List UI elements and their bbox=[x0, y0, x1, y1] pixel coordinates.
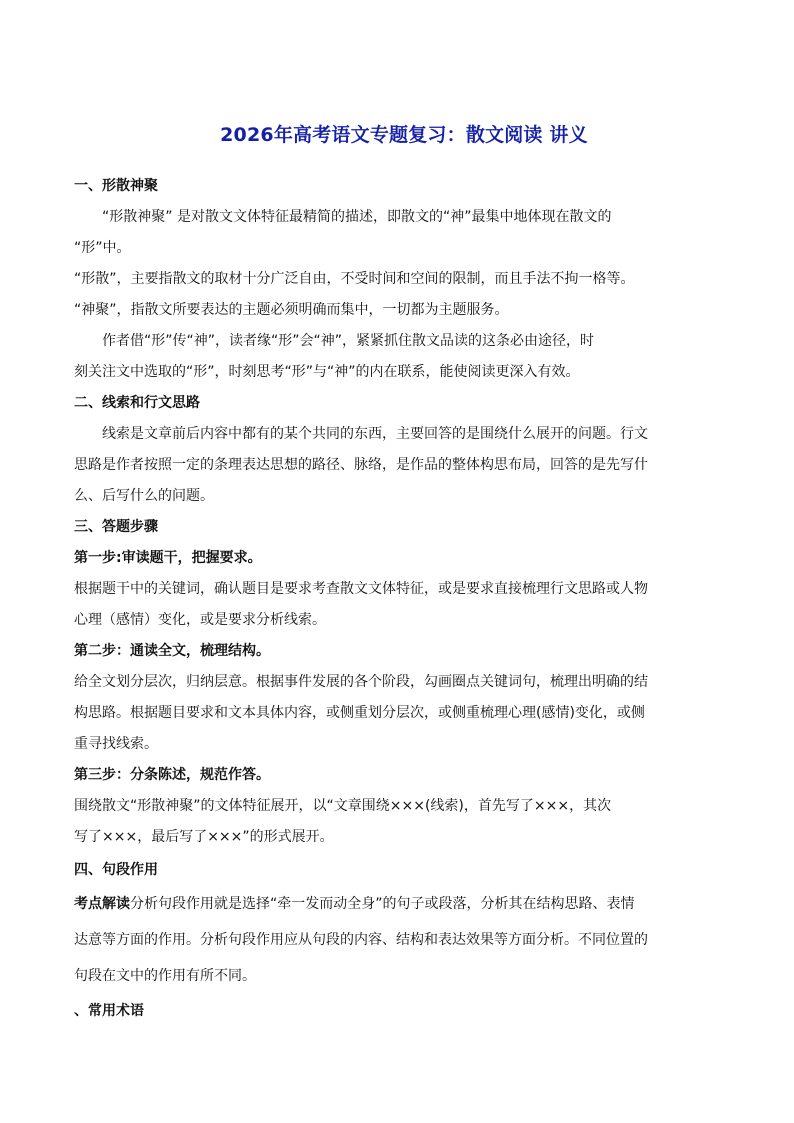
section-4-paragraph bbox=[74, 886, 734, 994]
section-1-paragraph-4 bbox=[74, 326, 734, 388]
section-heading-4: 四、句段作用 bbox=[74, 862, 158, 878]
section-1-paragraph-2: “形散”，主要指散文的取材十分广泛自由，不受时间和空间的限制，而且手法不拘一格等。 bbox=[74, 271, 635, 287]
section-heading-1: 一、形散神聚 bbox=[74, 178, 158, 194]
document-content bbox=[74, 118, 734, 1027]
step-3-line-2: 写了×××，最后写了×××”的形式展开。 bbox=[74, 829, 334, 845]
step-2-paragraph bbox=[74, 667, 734, 760]
section-2-paragraph-1-line-2: 思路是作者按照一定的条理表达思想的路径、脉络，是作品的整体构思布局，回答的是先写什 bbox=[74, 457, 648, 473]
section-heading-2: 二、线索和行文思路 bbox=[74, 395, 200, 411]
section-1-paragraph-3: “神聚”，指散文所要表达的主题必须明确而集中，一切都为主题服务。 bbox=[74, 302, 509, 318]
step-1-line-1: 根据题干中的关键词，确认题目是要求考查散文文体特征，或是要求直接梳理行文思路或人物 bbox=[74, 581, 648, 597]
section-heading-3: 三、答题步骤 bbox=[74, 519, 158, 535]
step-1-paragraph bbox=[74, 574, 734, 636]
section-4-line-1 bbox=[74, 886, 734, 922]
step-3-paragraph bbox=[74, 791, 734, 853]
section-2-paragraph-1 bbox=[74, 419, 734, 512]
step-1-line-2: 心理（感情）变化，或是要求分析线索。 bbox=[74, 612, 326, 628]
section-4-line-1-text: 分析句段作用就是选择“牵一发而动全身”的句子或段落，分析其在结构思路、表情 bbox=[130, 896, 635, 912]
section-2-paragraph-1-line-1: 线索是文章前后内容中都有的某个共同的东西，主要回答的是围绕什么展开的问题。行文 bbox=[102, 426, 648, 442]
point-label: 考点解读 bbox=[74, 896, 130, 912]
step-2-line-2: 构思路。根据题目要求和文本具体内容，或侧重划分层次，或侧重梳理心理(感情)变化，或侧 bbox=[74, 705, 645, 721]
step-2-line-3: 重寻找线索。 bbox=[74, 736, 158, 752]
page-title: 2026年高考语文专题复习：散文阅读 讲义 bbox=[220, 124, 588, 146]
step-3-line-1: 围绕散文“形散神聚”的文体特征展开，以“文章围绕×××(线索)，首先写了×××，其次 bbox=[74, 798, 612, 814]
step-2-heading: 第二步：通读全文，梳理结构。 bbox=[74, 643, 270, 659]
section-1-paragraph-4-line-1: 作者借“形”传“神”，读者缘“形”会“神”，紧紧抓住散文品读的这条必由途径，时 bbox=[102, 333, 595, 349]
common-terms-heading: 、常用术语 bbox=[74, 1003, 144, 1019]
step-3-heading: 第三步：分条陈述，规范作答。 bbox=[74, 767, 270, 783]
section-4-line-2: 达意等方面的作用。分析句段作用应从句段的内容、结构和表达效果等方面分析。不同位置的 bbox=[74, 932, 648, 948]
section-2-paragraph-1-line-3: 么、后写什么的问题。 bbox=[74, 488, 214, 504]
section-4-line-3: 句段在文中的作用有所不同。 bbox=[74, 968, 256, 984]
section-1-paragraph-1-line-2: “形”中。 bbox=[74, 240, 131, 256]
step-1-heading: 第一步:审读题干，把握要求。 bbox=[74, 550, 262, 566]
section-1-paragraph-1 bbox=[74, 202, 734, 264]
section-1-paragraph-4-line-2: 刻关注文中选取的“形”，时刻思考“形”与“神”的内在联系，能使阅读更深入有效。 bbox=[74, 364, 580, 380]
section-1-paragraph-1-line-1: “形散神聚” 是对散文文体特征最精简的描述，即散文的“神”最集中地体现在散文的 bbox=[102, 209, 612, 225]
step-2-line-1: 给全文划分层次，归纳层意。根据事件发展的各个阶段，勾画圈点关键词句，梳理出明确的结 bbox=[74, 674, 648, 690]
